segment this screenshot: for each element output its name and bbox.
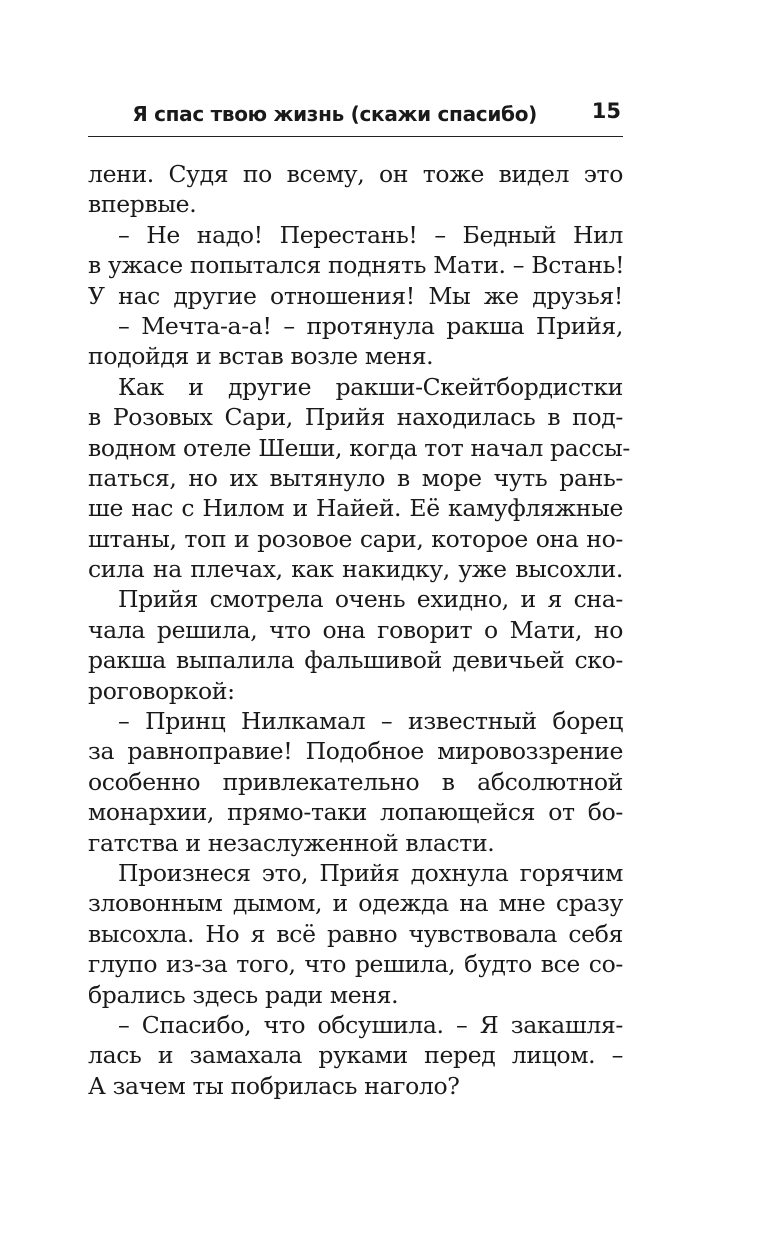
text-line: У нас другие отношения! Мы же друзья!	[88, 281, 623, 310]
text-line: Произнеся это, Прийя дохнула горячим	[118, 858, 623, 887]
running-title: Я спас твою жизнь (скажи спасибо)	[132, 102, 537, 126]
text-line: чала решила, что она говорит о Мати, но	[88, 615, 623, 644]
text-line: ше нас с Нилом и Найей. Её камуфляжные	[88, 494, 623, 523]
text-line: сила на плечах, как накидку, уже высохли.	[88, 555, 623, 584]
text-line: А зачем ты побрилась наголо?	[88, 1071, 460, 1100]
text-line: штаны, топ и розовое сари, которое она но-	[88, 524, 623, 553]
text-line: особенно привлекательно в абсолютной	[88, 767, 623, 796]
text-line: зловонным дымом, и одежда на мне сразу	[88, 889, 623, 918]
text-line: паться, но их вытянуло в море чуть рань-	[88, 463, 623, 492]
text-line: монархии, прямо-таки лопающейся от бо-	[88, 798, 623, 827]
text-line: Как и другие ракши-Скейтбордистки	[118, 372, 623, 401]
text-line: высохла. Но я всё равно чувствовала себя	[88, 919, 623, 948]
text-line: в ужасе попытался поднять Мати. – Встань!	[88, 251, 625, 280]
running-header	[88, 96, 623, 137]
text-line: в Розовых Сари, Прийя находилась в под-	[88, 403, 623, 432]
text-line: – Спасибо, что обсушила. – Я закашля-	[118, 1010, 623, 1039]
text-line: роговоркой:	[88, 676, 235, 705]
text-line: лени. Судя по всему, он тоже видел это	[88, 160, 623, 188]
text-line: – Принц Нилкамал – известный борец	[118, 707, 623, 736]
body-text	[88, 159, 630, 1101]
text-line: – Не надо! Перестань! – Бедный Нил	[118, 220, 623, 249]
text-line: гатства и незаслуженной власти.	[88, 828, 495, 857]
text-line: брались здесь ради меня.	[88, 980, 399, 1009]
text-line: лась и замахала руками перед лицом. –	[88, 1041, 623, 1070]
text-line: глупо из-за того, что решила, будто все со-	[88, 950, 623, 979]
text-line: водном отеле Шеши, когда тот начал рассы-	[88, 433, 630, 462]
text-line: ракша выпалила фальшивой девичьей ско-	[88, 646, 623, 675]
text-line: Прийя смотрела очень ехидно, и я сна-	[118, 585, 623, 614]
text-line: за равноправие! Подобное мировоззрение	[88, 737, 623, 766]
page-number: 15	[591, 99, 621, 123]
text-line: – Мечта-а-а! – протянула ракша Прийя,	[118, 311, 623, 340]
text-line: подойдя и встав возле меня.	[88, 342, 434, 371]
text-line: впервые.	[88, 190, 197, 219]
